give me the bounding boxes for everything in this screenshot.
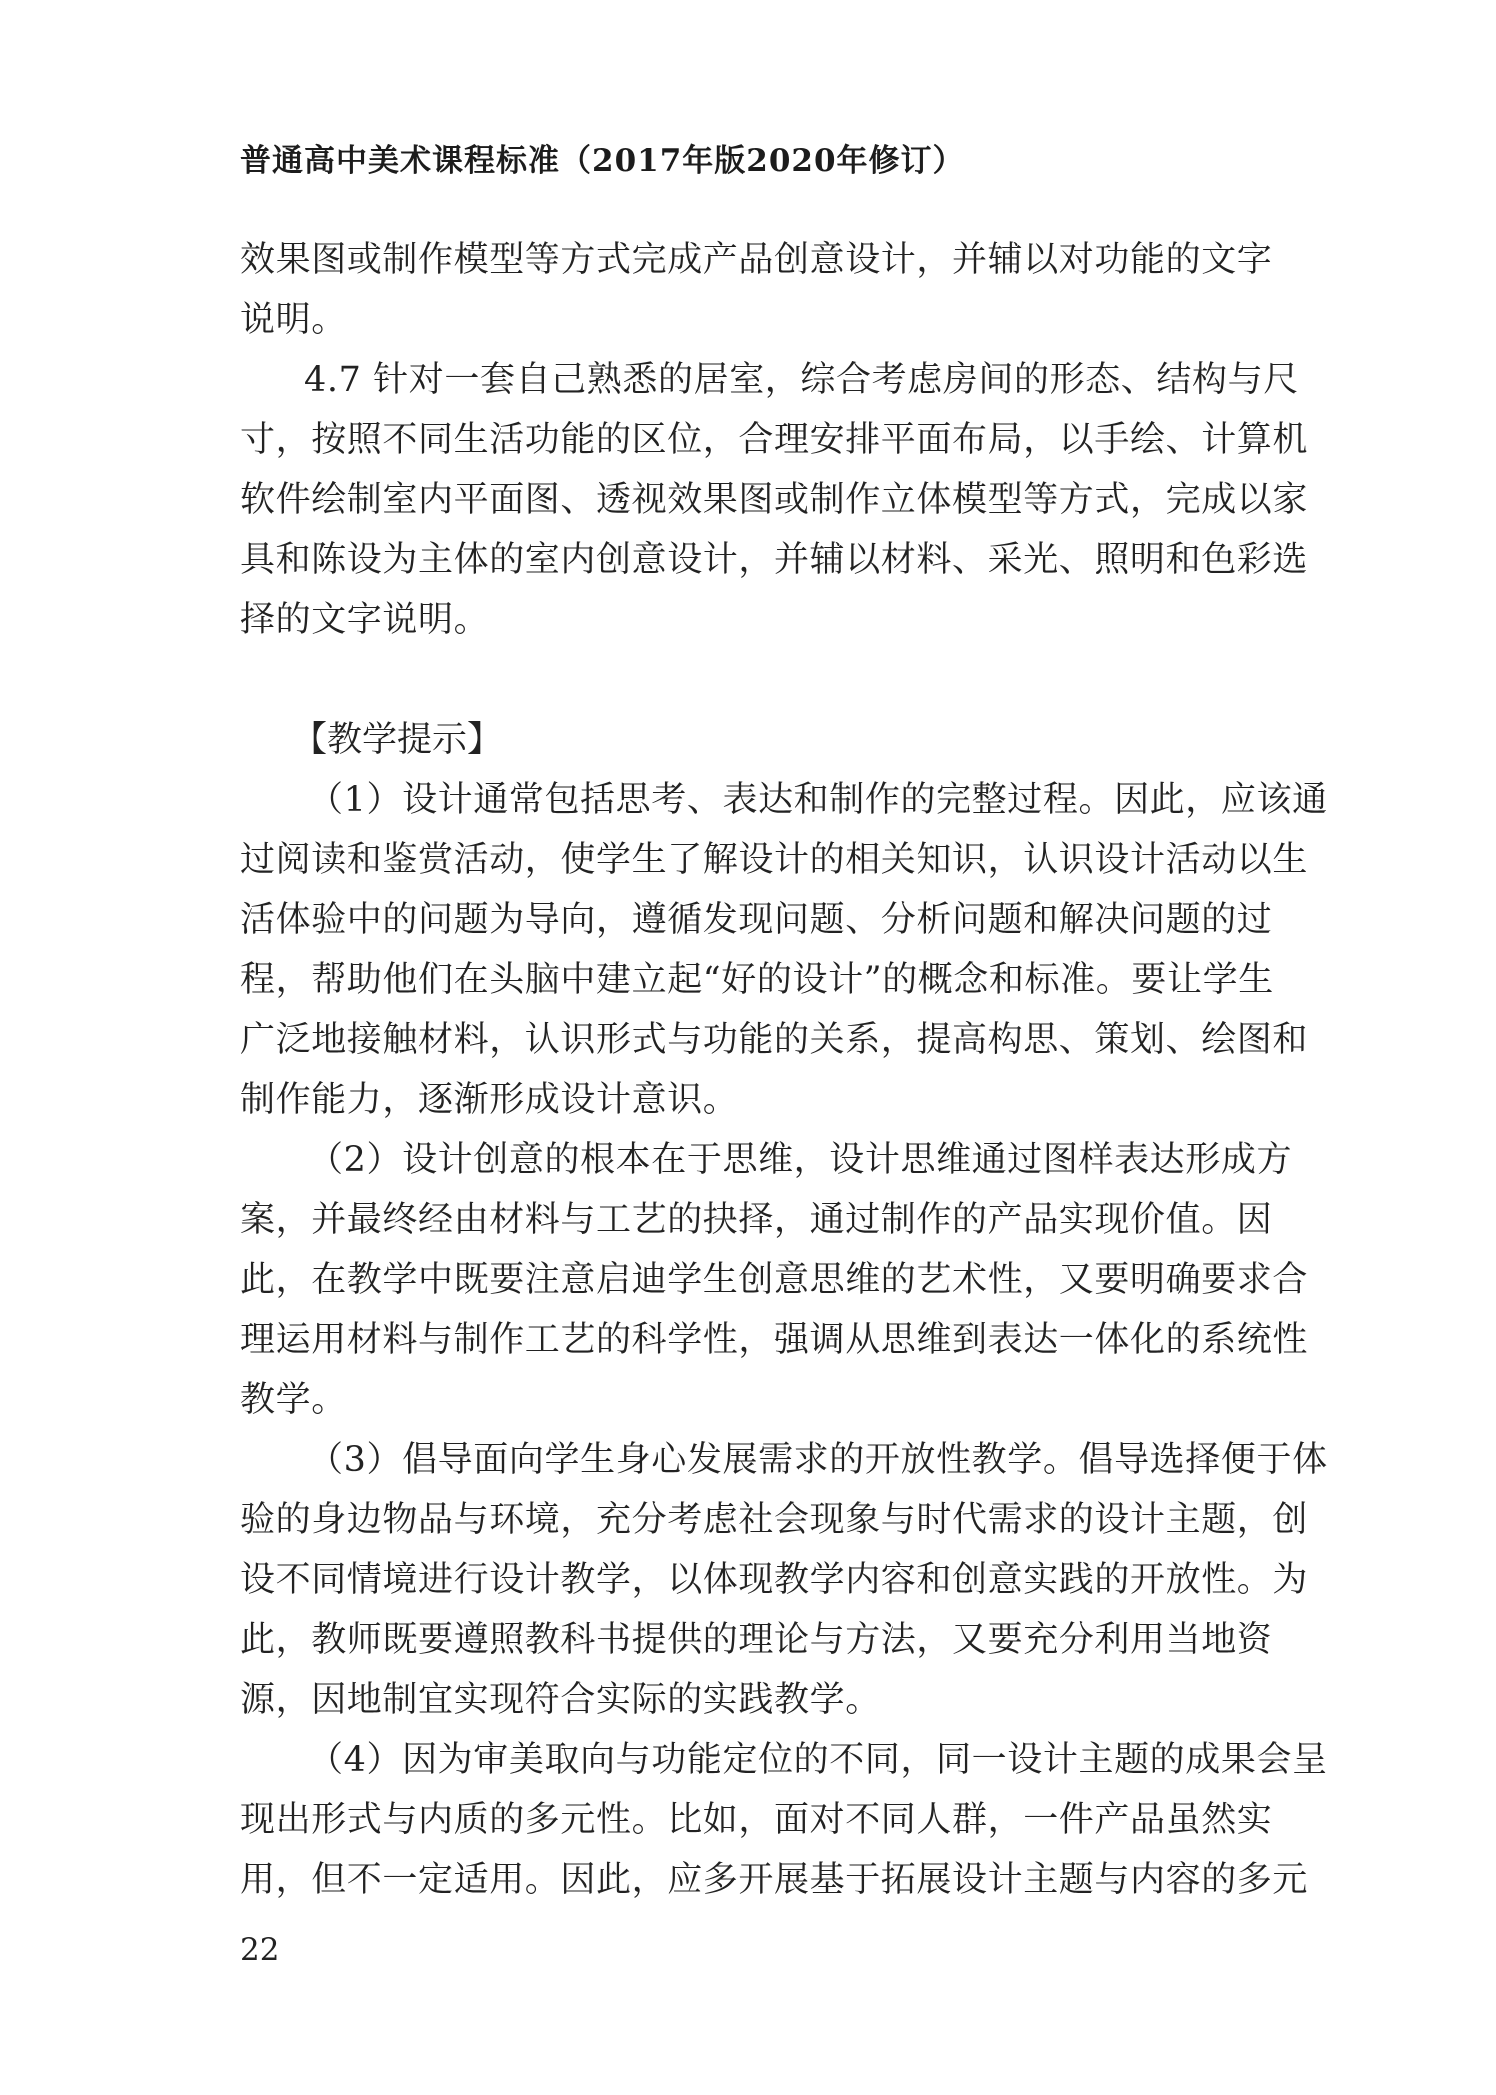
text-line: 现出形式与内质的多元性。比如，面对不同人群，一件产品虽然实 (240, 1800, 1273, 1840)
text-line: 活体验中的问题为导向，遵循发现问题、分析问题和解决问题的过 (240, 900, 1273, 940)
text-line: 广泛地接触材料，认识形式与功能的关系，提高构思、策划、绘图和 (240, 1020, 1309, 1060)
text-line: 具和陈设为主体的室内创意设计，并辅以材料、采光、照明和色彩选 (240, 540, 1309, 580)
text-line: 效果图或制作模型等方式完成产品创意设计，并辅以对功能的文字 (240, 240, 1273, 280)
section-heading: 【教学提示】 (292, 720, 503, 760)
text-line: （2）设计创意的根本在于思维，设计思维通过图样表达形成方 (308, 1140, 1293, 1180)
running-header-title: 普通高中美术课程标准（2017年版2020年修订） (240, 143, 965, 179)
body-text (240, 230, 1328, 1910)
text-line: 此，教师既要遵照教科书提供的理论与方法，又要充分利用当地资 (240, 1620, 1273, 1660)
text-line: 此，在教学中既要注意启迪学生创意思维的艺术性，又要明确要求合 (240, 1260, 1309, 1300)
text-line: 制作能力，逐渐形成设计意识。 (240, 1080, 739, 1120)
text-line: 程，帮助他们在头脑中建立起“好的设计”的概念和标准。要让学生 (240, 960, 1274, 1000)
text-line: 教学。 (240, 1380, 347, 1420)
text-line: 软件绘制室内平面图、透视效果图或制作立体模型等方式，完成以家 (240, 480, 1309, 520)
text-line: 4.7 针对一套自己熟悉的居室，综合考虑房间的形态、结构与尺 (304, 360, 1299, 400)
text-line: 说明。 (240, 300, 347, 340)
text-line: （1）设计通常包括思考、表达和制作的完整过程。因此，应该通 (308, 780, 1328, 820)
text-line: （3）倡导面向学生身心发展需求的开放性教学。倡导选择便于体 (308, 1440, 1328, 1480)
text-line: 设不同情境进行设计教学，以体现教学内容和创意实践的开放性。为 (240, 1560, 1309, 1600)
text-line: 理运用材料与制作工艺的科学性，强调从思维到表达一体化的系统性 (240, 1320, 1309, 1360)
text-line: 源，因地制宜实现符合实际的实践教学。 (240, 1680, 881, 1720)
text-line: （4）因为审美取向与功能定位的不同，同一设计主题的成果会呈 (308, 1740, 1328, 1780)
text-line: 用，但不一定适用。因此，应多开展基于拓展设计主题与内容的多元 (240, 1860, 1309, 1900)
text-line: 寸，按照不同生活功能的区位，合理安排平面布局，以手绘、计算机 (240, 420, 1309, 460)
text-line: 择的文字说明。 (240, 600, 490, 640)
text-line: 案，并最终经由材料与工艺的抉择，通过制作的产品实现价值。因 (240, 1200, 1273, 1240)
page-number: 22 (240, 1932, 280, 1968)
text-line: 验的身边物品与环境，充分考虑社会现象与时代需求的设计主题，创 (240, 1500, 1309, 1540)
text-line: 过阅读和鉴赏活动，使学生了解设计的相关知识，认识设计活动以生 (240, 840, 1309, 880)
paragraph-gap (240, 650, 1255, 710)
